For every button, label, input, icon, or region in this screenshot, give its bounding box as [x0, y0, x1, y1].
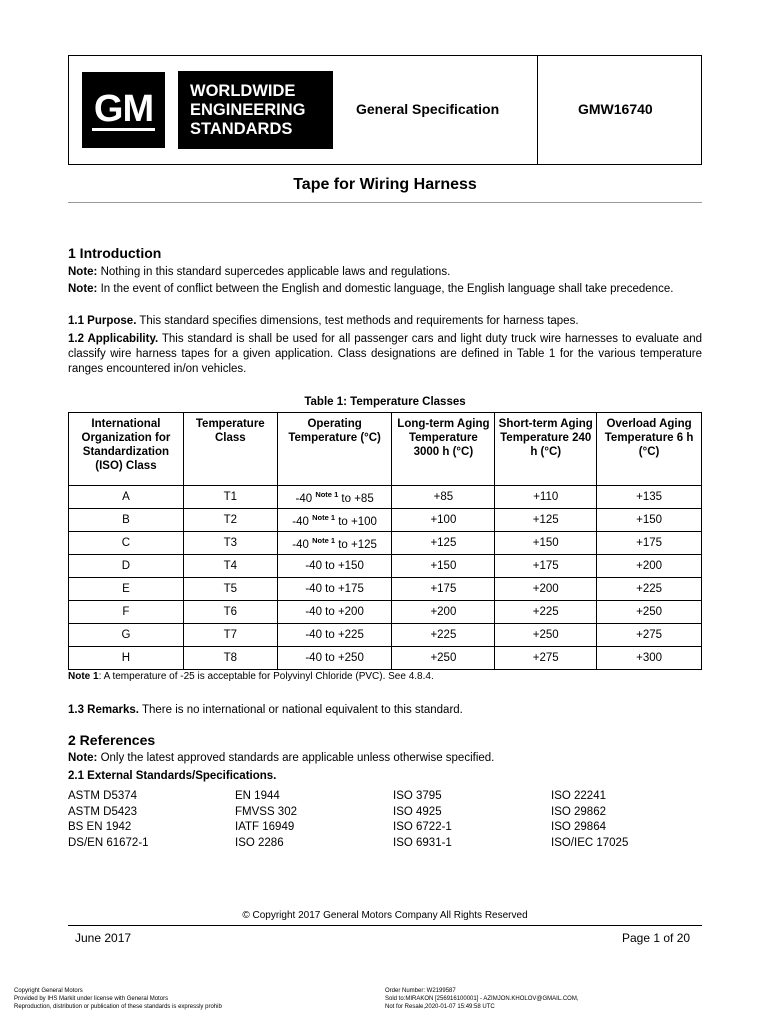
table-cell — [277, 509, 392, 532]
org-line: STANDARDS — [190, 120, 293, 138]
reference-item: ISO 4925 — [393, 805, 442, 818]
note-reference: Note 1 — [312, 512, 336, 522]
column-header: Short-term Aging Temperature 240 h (°C) — [495, 413, 597, 486]
operating-temp-high: to +100 — [335, 515, 377, 528]
table-cell: T4 — [183, 555, 277, 578]
license-line: Provided by IHS Markit under license with General Motors — [14, 996, 169, 1002]
note-reference: Note 1 — [315, 489, 339, 499]
reference-item: ISO 6931-1 — [393, 836, 452, 849]
gm-logo-text: GM — [93, 87, 154, 130]
column-header: Operating Temperature (°C) — [277, 413, 392, 486]
table-cell: +85 — [392, 486, 495, 509]
section-2-heading: 2 References — [68, 732, 156, 748]
org-line: WORLDWIDE — [190, 82, 296, 100]
table-footnote — [68, 669, 434, 684]
table-row — [69, 509, 702, 532]
table-row — [69, 647, 702, 670]
table-row — [69, 532, 702, 555]
reference-item: ISO 6722-1 — [393, 821, 452, 833]
license-line: Order Number: W2199587 — [385, 988, 456, 994]
operating-temp-high: to +85 — [338, 492, 374, 505]
section-1-heading: 1 Introduction — [68, 245, 162, 261]
remarks-paragraph — [68, 703, 702, 718]
table-cell: D — [69, 555, 184, 578]
reference-item: IATF 16949 — [235, 821, 295, 833]
table-cell: +100 — [392, 509, 495, 532]
table-cell: G — [69, 624, 184, 647]
table-cell: T1 — [183, 486, 277, 509]
column-header: Long-term Aging Temperature 3000 h (°C) — [392, 413, 495, 486]
table-cell: +175 — [392, 578, 495, 601]
table-cell: T8 — [183, 647, 277, 670]
reference-item: ASTM D5374 — [68, 790, 138, 802]
remarks-text: There is no international or national equivalent to this standard. — [138, 704, 463, 716]
table-cell: +225 — [597, 578, 702, 601]
reference-column — [551, 789, 628, 851]
page-number: Page 1 of 20 — [622, 931, 691, 945]
note-paragraph — [68, 265, 702, 280]
reference-column — [235, 789, 297, 851]
note-text: In the event of conflict between the English and domestic language, the English language shall take precedence. — [97, 283, 674, 295]
column-header: Temperature Class — [183, 413, 277, 486]
table-cell: H — [69, 647, 184, 670]
table-cell: +125 — [495, 509, 597, 532]
operating-temp-low: -40 — [292, 538, 309, 551]
table-cell: +125 — [392, 532, 495, 555]
column-header: International Organization for Standardization (ISO) Class — [69, 413, 184, 486]
operating-temp-high: to +125 — [335, 538, 377, 551]
worldwide-engineering-standards-logo — [178, 71, 333, 149]
table-cell: +150 — [597, 509, 702, 532]
copyright-notice: © Copyright 2017 General Motors Company All Rights Reserved — [242, 910, 528, 921]
table-cell — [277, 486, 392, 509]
table-cell: +200 — [495, 578, 597, 601]
table-cell: T2 — [183, 509, 277, 532]
applicability-paragraph — [68, 332, 702, 377]
org-line: ENGINEERING — [190, 101, 306, 119]
references-note — [68, 751, 702, 766]
reference-item: ASTM D5423 — [68, 805, 138, 818]
purpose-paragraph — [68, 314, 702, 329]
reference-item: DS/EN 61672-1 — [68, 836, 149, 849]
operating-temp-low: -40 — [292, 515, 309, 528]
footnote-label: Note 1 — [68, 671, 99, 682]
table-cell: +225 — [392, 624, 495, 647]
table-cell: A — [69, 486, 184, 509]
applicability-label: 1.2 Applicability. — [68, 333, 159, 345]
table-cell: +275 — [597, 624, 702, 647]
reference-item: FMVSS 302 — [235, 805, 297, 818]
reference-column — [68, 789, 149, 851]
table-row — [69, 601, 702, 624]
table-cell: B — [69, 509, 184, 532]
purpose-label: 1.1 Purpose. — [68, 315, 137, 327]
license-notice-right — [385, 987, 579, 1011]
table-cell: +275 — [495, 647, 597, 670]
gm-logo — [82, 72, 165, 148]
footnote-text: : A temperature of -25 is acceptable for Polyvinyl Chloride (PVC). See 4.8.4. — [98, 671, 434, 682]
operating-temp-low: -40 — [295, 492, 313, 505]
table-cell: +200 — [392, 601, 495, 624]
reference-item: ISO 3795 — [393, 790, 442, 802]
license-line: Reproduction, distribution or publication of these standards is expressly prohib — [14, 1004, 222, 1010]
table-caption: Table 1: Temperature Classes — [304, 396, 466, 408]
reference-item: ISO 29862 — [551, 805, 606, 818]
table-cell: T6 — [183, 601, 277, 624]
license-line: Not for Resale,2020-01-07 15:49:58 UTC — [385, 1004, 495, 1010]
table-cell: +150 — [392, 555, 495, 578]
title-rule — [68, 202, 702, 203]
table-cell: T5 — [183, 578, 277, 601]
note-text: Only the latest approved standards are applicable unless otherwise specified. — [97, 752, 495, 764]
table-cell: T7 — [183, 624, 277, 647]
table-cell: +250 — [392, 647, 495, 670]
table-cell: +135 — [597, 486, 702, 509]
purpose-text: This standard specifies dimensions, test methods and requirements for harness tapes. — [136, 315, 579, 327]
table-body — [69, 486, 702, 670]
table-cell: +250 — [597, 601, 702, 624]
note-label: Note: — [68, 283, 98, 295]
reference-item: ISO/IEC 17025 — [551, 836, 629, 849]
table-row — [69, 578, 702, 601]
note-label: Note: — [68, 752, 98, 764]
table-row — [69, 486, 702, 509]
reference-item: BS EN 1942 — [68, 821, 132, 833]
table-cell: -40 to +225 — [277, 624, 392, 647]
document-title: Tape for Wiring Harness — [293, 176, 477, 193]
table-cell: +110 — [495, 486, 597, 509]
reference-column — [393, 789, 452, 851]
table-cell — [277, 532, 392, 555]
doc-number: GMW16740 — [578, 101, 653, 117]
note-paragraph — [68, 282, 702, 297]
table-cell: +250 — [495, 624, 597, 647]
note-label: Note: — [68, 266, 98, 278]
reference-item: ISO 2286 — [235, 836, 284, 849]
table-cell: +150 — [495, 532, 597, 555]
external-standards-heading: 2.1 External Standards/Specifications. — [68, 770, 277, 782]
applicability-text: This standard is shall be used for all passenger cars and light duty truck wire harnesses to evaluate and classify wire harness tapes for a given application. Class designations are defined in Table 1 for the various temperature ranges encountered in/on vehicles. — [68, 333, 703, 375]
reference-item: ISO 29864 — [551, 821, 606, 833]
note-text: Nothing in this standard supercedes applicable laws and regulations. — [97, 266, 451, 278]
table-cell: +200 — [597, 555, 702, 578]
reference-item: ISO 22241 — [551, 790, 606, 802]
table-cell: T3 — [183, 532, 277, 555]
spec-type: General Specification — [356, 101, 500, 117]
header-divider — [537, 55, 538, 165]
license-line: Copyright General Motors — [14, 988, 83, 994]
footer-date: June 2017 — [75, 931, 132, 945]
table-cell: -40 to +200 — [277, 601, 392, 624]
table-row — [69, 555, 702, 578]
column-header: Overload Aging Temperature 6 h (°C) — [597, 413, 702, 486]
remarks-label: 1.3 Remarks. — [68, 704, 139, 716]
note-reference: Note 1 — [312, 535, 336, 545]
table-cell: +300 — [597, 647, 702, 670]
table-cell: -40 to +150 — [277, 555, 392, 578]
table-row — [69, 624, 702, 647]
temperature-classes-table — [68, 412, 702, 670]
footer-rule — [68, 925, 702, 926]
reference-item: EN 1944 — [235, 790, 280, 802]
license-line: Sold to:MIRAKON [256916100001] - AZIMJON.KHOLOV@GMAIL.COM, — [385, 996, 579, 1002]
table-cell: +175 — [597, 532, 702, 555]
table-cell: +175 — [495, 555, 597, 578]
table-cell: E — [69, 578, 184, 601]
table-cell: +225 — [495, 601, 597, 624]
table-cell: -40 to +250 — [277, 647, 392, 670]
table-header-row — [69, 413, 702, 486]
table-cell: F — [69, 601, 184, 624]
table-cell: C — [69, 532, 184, 555]
table-cell: -40 to +175 — [277, 578, 392, 601]
license-notice-left — [14, 987, 222, 1011]
